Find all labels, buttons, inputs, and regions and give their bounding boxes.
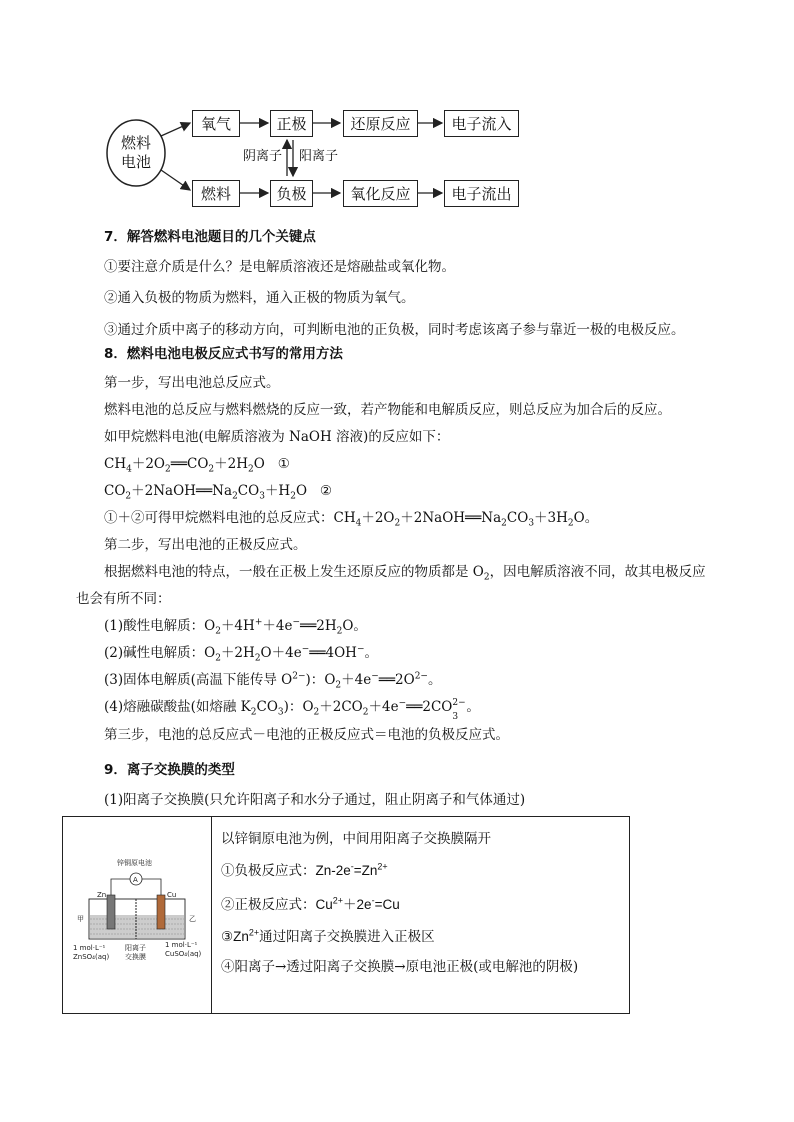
zinc-copper-cell-figure <box>69 857 207 987</box>
section7-title: 7．解答燃料电池题目的几个关键点 <box>104 229 316 245</box>
equation-total: ①＋②可得甲烷燃料电池的总反应式：$CH_4+2O_2+2NaOH══Na_2CO_3+3H_2O$。 <box>104 510 599 529</box>
figure-left-tag: 甲 <box>77 915 84 923</box>
section8-p3-c: 也会有所不同： <box>76 591 171 607</box>
section8-p2: 如甲烷燃料电池(电解质溶液为 NaOH 溶液)的反应如下： <box>104 429 450 445</box>
equation-1: $CH_4+2O_2══CO_2+2H_2O$ ① <box>104 456 290 475</box>
section7-item2: ②通入负极的物质为燃料，通入正极的物质为氧气。 <box>104 290 415 306</box>
cell-flow: ④阳离子→透过阳离子交换膜→原电池正极(或电解池的阴极) <box>221 959 579 975</box>
table-divider <box>211 817 212 1013</box>
fuel-cell-flow-diagram <box>0 0 794 215</box>
section8-p3: 根据燃料电池的特点，一般在正极上发生还原反应的物质都是 $O_2$，因电解质溶液不同，故其电极反应 <box>104 564 706 583</box>
section9-title: 9．离子交换膜的类型 <box>104 762 235 778</box>
section8-title: 8．燃料电池电极反应式书写的常用方法 <box>104 346 343 362</box>
anion-label: 阴离子 <box>243 149 283 164</box>
case-alkaline: (2)碱性电解质：$O_2+2H_2O+4e^-══4OH^-$。 <box>104 644 378 664</box>
cell-intro: 以锌铜原电池为例，中间用阳离子交换膜隔开 <box>221 831 491 847</box>
section8-p3-a: 根据燃料电池的特点，一般在正极上发生还原反应的物质都是 O <box>104 564 484 580</box>
box-positive-electrode: 正极 <box>270 110 313 137</box>
case-acidic: (1)酸性电解质：$O_2+4H^++4e^-══2H_2O$。 <box>104 617 367 637</box>
figure-right-tag: 乙 <box>189 915 196 923</box>
figure-zn: Zn <box>97 891 107 899</box>
figure-cu: Cu <box>167 891 177 899</box>
copper-electrode <box>157 895 165 929</box>
section8-step1: 第一步，写出电池总反应式。 <box>104 375 280 391</box>
equation-2: $CO_2+2NaOH══Na_2CO_3+H_2O$ ② <box>104 483 333 502</box>
section8-p3-b: ，因电解质溶液不同，故其电极反应 <box>489 564 706 580</box>
box-oxidation: 氧化反应 <box>343 180 418 207</box>
cation-label: 阳离子 <box>299 149 339 164</box>
equation-total-prefix: ①＋②可得甲烷燃料电池的总反应式： <box>104 510 334 526</box>
box-reduction: 还原反应 <box>343 110 418 137</box>
figure-title: 锌铜原电池 <box>117 859 152 867</box>
section8-step2: 第二步，写出电池的正极反应式。 <box>104 537 307 553</box>
section8-p1: 燃料电池的总反应与燃料燃烧的反应一致，若产物能和电解质反应，则总反应为加合后的反应。 <box>104 402 671 418</box>
figure-meter: A <box>133 876 138 884</box>
case-molten-carbonate: (4)熔融碳酸盐(如熔融 $K_2CO_3$)：$O_2+2CO_2+4e^-══2CO$ 2− 3 。 <box>104 698 480 722</box>
figure-right-sol1: 1 mol·L⁻¹ <box>165 941 198 949</box>
cell-zn-move: $③Zn^{2+}$通过阳离子交换膜进入正极区 <box>221 927 435 945</box>
cell-positive-reaction: ②正极反应式：$Cu^{2+}+2e^-=Cu$ <box>221 895 400 913</box>
figure-membrane2: 交换膜 <box>125 953 146 961</box>
box-oxygen: 氧气 <box>192 110 240 137</box>
center-label-line1: 燃料 <box>120 134 151 152</box>
box-electron-in: 电子流入 <box>444 110 519 137</box>
cell-zn-move-text: 通过阳离子交换膜进入正极区 <box>259 929 435 945</box>
section7-item1: ①要注意介质是什么？是电解质溶液还是熔融盐或氧化物。 <box>104 259 455 275</box>
equation-1-mark: ① <box>277 456 290 472</box>
box-electron-out: 电子流出 <box>444 180 519 207</box>
case-molten-label-b: )： <box>283 699 303 715</box>
zinc-electrode <box>107 895 115 929</box>
section7-item3: ③通过介质中离子的移动方向，可判断电池的正负极，同时考虑该离子参与靠近一极的电极反应。 <box>104 322 685 338</box>
box-fuel: 燃料 <box>192 180 240 207</box>
case-solid-label: (3)固体电解质(高温下能传导 O <box>104 672 293 688</box>
center-label-line2: 电池 <box>120 153 151 171</box>
case-acidic-label: (1)酸性电解质： <box>104 618 205 634</box>
case-solid-label-b: )： <box>305 672 325 688</box>
figure-left-sol1: 1 mol·L⁻¹ <box>73 944 106 952</box>
figure-right-sol2: CuSO₄(aq) <box>165 950 202 958</box>
box-negative-electrode: 负极 <box>270 180 313 207</box>
figure-membrane: 阳离子 <box>125 944 146 952</box>
figure-left-sol2: ZnSO₄(aq) <box>73 953 110 961</box>
section9-sub1: (1)阳离子交换膜(只允许阳离子和水分子通过，阻止阴离子和气体通过) <box>104 792 526 808</box>
membrane-table <box>62 816 630 1014</box>
case-solid: (3)固体电解质(高温下能传导 $O^{2-}$)：$O_2+4e^-══2O^{2-}$。 <box>104 671 442 691</box>
case-molten-label: (4)熔融碳酸盐(如熔融 K <box>104 699 251 715</box>
case-alkaline-label: (2)碱性电解质： <box>104 645 205 661</box>
cell-pos-label: ②正极反应式： <box>221 897 316 913</box>
equation-2-mark: ② <box>319 483 333 499</box>
cell-neg-label: ①负极反应式： <box>221 863 316 879</box>
section8-step3: 第三步，电池的总反应式－电池的正极反应式＝电池的负极反应式。 <box>104 727 509 743</box>
cell-negative-reaction: ①负极反应式：$Zn-2e^-=Zn^{2+}$ <box>221 861 388 879</box>
